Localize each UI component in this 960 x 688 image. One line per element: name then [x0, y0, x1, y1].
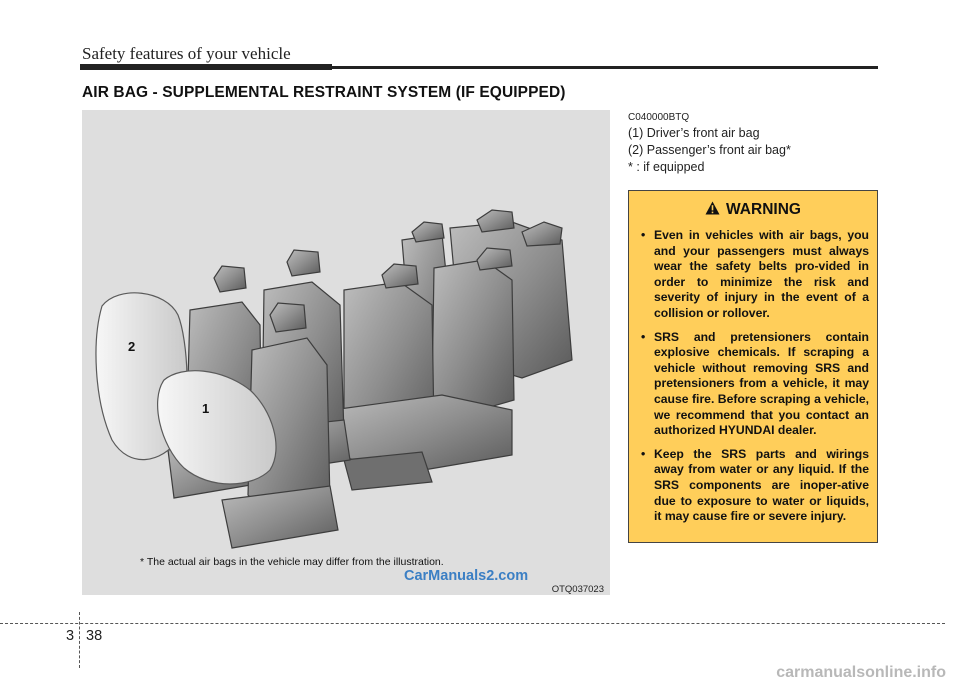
- figure-code: OTQ037023: [551, 584, 604, 595]
- watermark-link[interactable]: CarManuals2.com: [404, 568, 529, 584]
- header-rule: [80, 66, 878, 69]
- figure-caption: * The actual air bags in the vehicle may differ from the illustration.: [140, 556, 444, 568]
- seat-illustration: [82, 110, 610, 595]
- warning-triangle-icon: [705, 201, 720, 215]
- warning-item: [641, 447, 869, 525]
- footer-rule: [0, 623, 945, 624]
- page-number: 38: [86, 628, 103, 644]
- airbag-legend: [628, 125, 791, 176]
- figure-label-1: 1: [202, 401, 210, 416]
- bullet-icon: •: [641, 228, 646, 242]
- warning-box: [628, 190, 878, 543]
- footer-divider: [79, 612, 80, 668]
- legend-item: (1) Driver’s front air bag: [628, 126, 760, 140]
- warning-text: Even in vehicles with air bags, you and your passengers must always wear the safety belts pro-vided in order to minimize the risk and severity of injury in the event of a collision or rollover.: [654, 228, 869, 320]
- legend-item: (2) Passenger’s front air bag*: [628, 143, 791, 157]
- section-code: C040000BTQ: [628, 112, 690, 123]
- warning-item: [641, 228, 869, 322]
- seats-drawing: [82, 110, 610, 595]
- header-title: Safety features of your vehicle: [82, 44, 291, 63]
- warning-header: [629, 201, 877, 219]
- warning-text: SRS and pretensioners contain explosive chemicals. If scraping a vehicle without removing SRS and pretensioners from a vehicle, it may cause fire. Before scraping a vehicle, we recommend that you contact an authorized HYUNDAI dealer.: [654, 329, 869, 438]
- bullet-icon: •: [641, 446, 646, 461]
- footer-site-link[interactable]: carmanualsonline.info: [776, 664, 946, 681]
- warning-list: [641, 228, 869, 533]
- warning-item: [641, 330, 869, 439]
- page-section-number: 3: [66, 628, 75, 644]
- bullet-icon: •: [641, 329, 646, 344]
- section-title: AIR BAG - SUPPLEMENTAL RESTRAINT SYSTEM (IF EQUIPPED): [82, 84, 566, 101]
- figure-label-2: 2: [128, 339, 136, 354]
- warning-title: WARNING: [726, 201, 801, 218]
- warning-text: Keep the SRS parts and wirings away from water or any liquid. If the SRS components are inoper-ative due to exposure to water or liquids, it may cause fire or severe injury.: [654, 446, 869, 524]
- legend-item: * : if equipped: [628, 160, 705, 174]
